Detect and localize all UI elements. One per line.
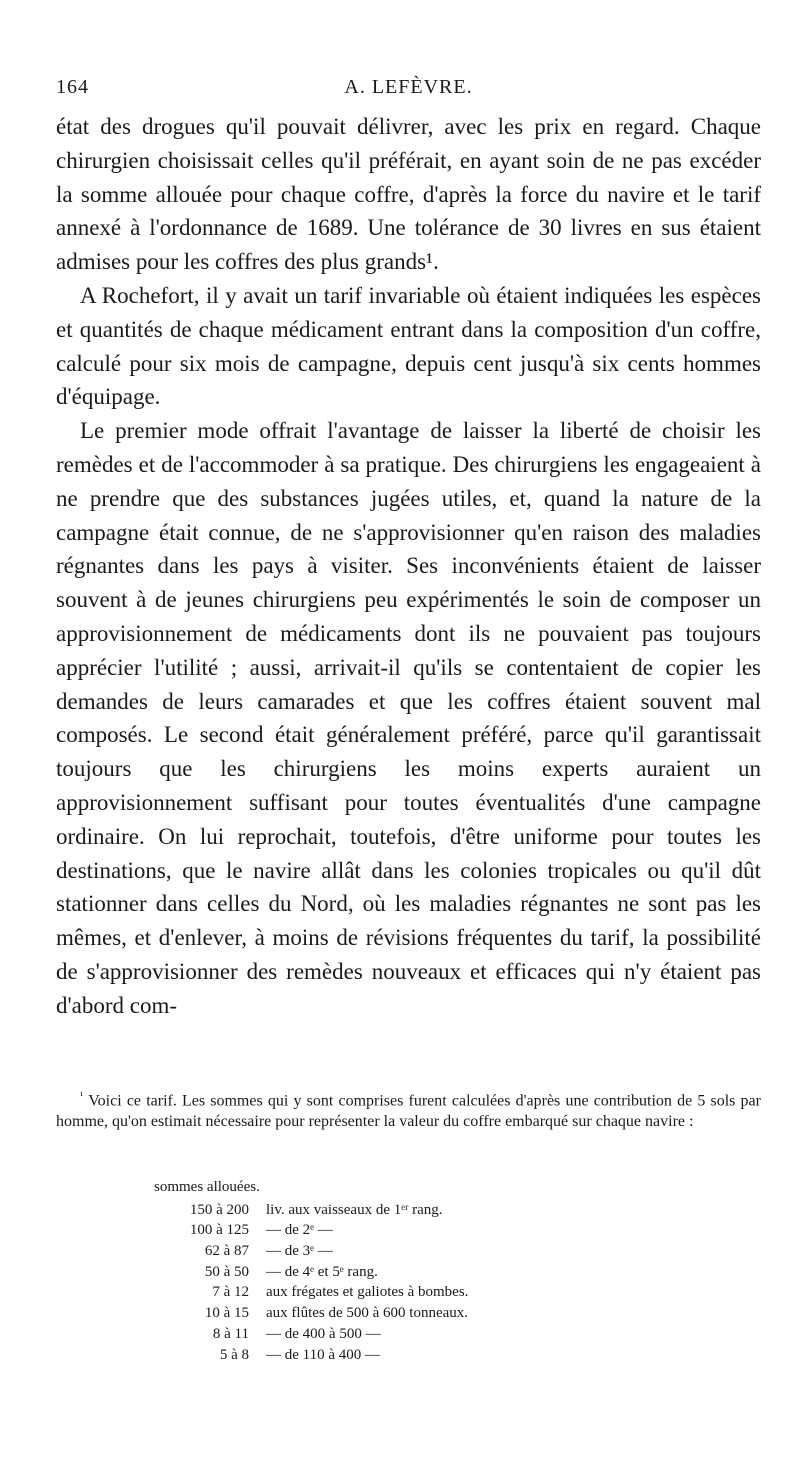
table-row (154, 1200, 674, 1221)
tariff-range: 5 à 8 (219, 1346, 249, 1363)
footnote (56, 1086, 761, 1132)
tariff-table (154, 1177, 674, 1365)
table-row (154, 1262, 674, 1283)
footnote-body: Voici ce tarif. Les sommes qui y sont comprises furent calculées d'après une contribution de 5 sols par homme, qu'on estimait nécessaire pour représenter la valeur du coffre embarqué sur chaque navire : (56, 1092, 761, 1131)
paragraph: Le premier mode offrait l'avantage de laisser la liberté de choisir les remèdes et de l'accommoder à sa pratique. Des chirurgiens les engageaient à ne prendre que des substances jugées utiles, et, quand la nature de la campagne était connue, de ne s'approvisionner qu'en raison des maladies régnantes dans les pays à visiter. Ses inconvénients étaient de laisser souvent à de jeunes chirurgiens peu expérimentés le soin de composer un approvisionnement de médicaments dont ils ne pouvaient pas toujours apprécier l'utilité ; aussi, arrivait-il qu'ils se contentaient de copier les demandes de leurs camarades et que les coffres étaient souvent mal composés. Le second était généralement préféré, parce qu'il garantissait toujours que les chirurgiens les moins experts auraient un approvisionnement suffisant pour toutes éventualités d'une campagne ordinaire. On lui reprochait, toutefois, d'être uniforme pour toutes les destinations, que le navire allât dans les colonies tropicales ou qu'il dût stationner dans celles du Nord, où les maladies régnantes ne sont pas les mêmes, et d'enlever, à moins de révisions fréquentes du tarif, la possibilité de s'approvisionner des remèdes nouveaux et efficaces qui n'y étaient pas d'abord com- (56, 418, 761, 1018)
running-header (56, 76, 761, 102)
tariff-range: 100 à 125 (189, 1222, 249, 1239)
tariff-range: 7 à 12 (212, 1284, 249, 1301)
paragraph: état des drogues qu'il pouvait délivrer, avec les prix en regard. Chaque chirurgien choisissait celles qu'il préférait, en ayant soin de ne pas excéder la somme allouée pour chaque coffre, d'après la force du navire et le tarif annexé à l'ordonnance de 1689. Une tolérance de 30 livres en sus étaient admises pour les coffres des plus grands¹. (56, 114, 761, 275)
table-row (154, 1345, 674, 1366)
tariff-header: sommes allouées. (154, 1179, 260, 1195)
tariff-desc: — de 4ᵉ et 5ᵉ rang. (266, 1263, 378, 1280)
table-row (154, 1324, 674, 1345)
page-number: 164 (56, 76, 89, 98)
tariff-desc: aux frégates et galiotes à bombes. (266, 1284, 469, 1301)
tariff-range: 8 à 11 (212, 1325, 249, 1342)
tariff-range: 50 à 50 (204, 1263, 249, 1280)
table-row (154, 1282, 674, 1303)
tariff-range: 150 à 200 (189, 1201, 249, 1218)
tariff-desc: aux flûtes de 500 à 600 tonneaux. (266, 1305, 469, 1322)
paragraph: A Rochefort, il y avait un tarif invariable où étaient indiquées les espèces et quantités de chaque médicament entrant dans la composition d'un coffre, calculé pour six mois de campagne, depuis cent jusqu'à six cents hommes d'équipage. (56, 282, 761, 410)
tariff-range: 10 à 15 (204, 1305, 249, 1322)
tariff-desc: — de 2ᵉ — (266, 1222, 333, 1239)
table-row (154, 1303, 674, 1324)
tariff-desc: — de 3ᵉ — (266, 1243, 333, 1260)
tariff-desc: — de 400 à 500 — (266, 1325, 381, 1342)
footnote-marker: ¹ (80, 1090, 84, 1102)
table-row (154, 1241, 674, 1262)
table-row (154, 1220, 674, 1241)
main-text (56, 110, 761, 1023)
footnote-text (56, 1086, 761, 1132)
running-head-author: A. LEFÈVRE. (344, 76, 473, 98)
tariff-desc: liv. aux vaisseaux de 1ᵉʳ rang. (266, 1201, 443, 1218)
tariff-range: 62 à 87 (204, 1243, 249, 1260)
tariff-desc: — de 110 à 400 — (266, 1346, 381, 1363)
book-page (56, 0, 761, 1466)
